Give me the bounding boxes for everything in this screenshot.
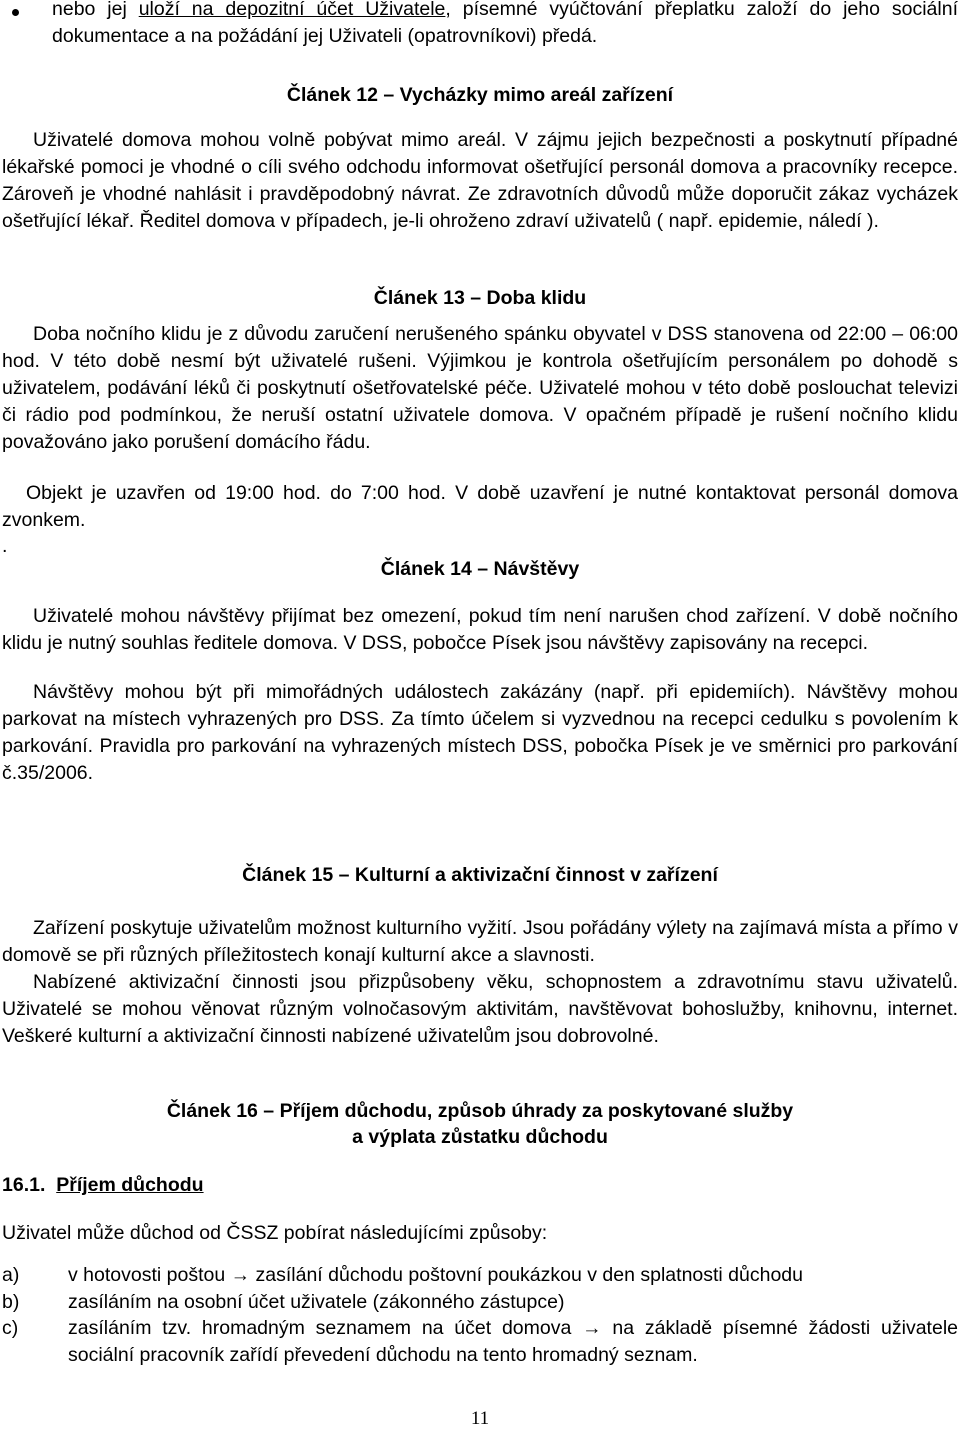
list-text-pre: v hotovosti poštou: [68, 1264, 231, 1286]
list-text-post: na základě písemné žádosti uživatele sociální pracovník zařídí převedení důchodu na tento hromadný seznam.: [68, 1317, 958, 1366]
section-16-1-intro: Uživatel může důchod od ČSSZ pobírat následujícími způsoby:: [2, 1222, 548, 1244]
list-label: a): [2, 1264, 20, 1286]
article-15-heading: Článek 15 – Kulturní a aktivizační činnost v zařízení: [242, 864, 718, 886]
list-text-pre: zasíláním tzv. hromadným seznamem na účet domova: [68, 1317, 583, 1339]
article-15-paragraph-2: Nabízené aktivizační činnosti jsou přizpůsobeny věku, schopnostem a zdravotnímu stavu uživatelů. Uživatelé se mohou věnovat různým volnočasovým aktivitám, navštěvovat bohoslužby, knihovnu, internet. Veškeré kulturní a aktivizační činnosti nabízené uživatelům jsou dobrovolné.: [2, 971, 958, 1047]
section-number: 16.1.: [2, 1174, 46, 1196]
article-14-heading: Článek 14 – Návštěvy: [380, 558, 580, 580]
section-16-1-heading: [2, 1172, 204, 1199]
page-number: 11: [470, 1408, 490, 1429]
bullet-text: [52, 0, 958, 50]
bullet-text-post: , písemné vyúčtování přeplatku založí do jeho sociální dokumentace a na požádání jej Uživateli (opatrovníkovi) předá.: [52, 0, 958, 47]
list-text-pre: zasíláním na osobní účet uživatele (zákonného zástupce): [68, 1291, 565, 1313]
stray-dot: .: [2, 535, 8, 557]
article-15-paragraph-1: Zařízení poskytuje uživatelům možnost kulturního vyžití. Jsou pořádány výlety na zajímavá místa a přímo v domově se při různých příležitostech konají kulturní akce a slavnosti.: [2, 917, 958, 966]
article-13-paragraph-1: Doba nočního klidu je z důvodu zaručení nerušeného spánku obyvatel v DSS stanovena od 22:00 – 06:00 hod. V této době nesmí být uživatelé rušeni. Výjimkou je kontrola ošetřujícím personálem po dohodě s uživatelem, podávání léků či poskytnutí ošetřovatelské péče. Uživatelé mohou v této době poslouchat televizi či rádio pod podmínkou, že neruší ostatní uživatele domova. V opačném případě je rušení nočního klidu považováno jako porušení domácího řádu.: [2, 323, 958, 453]
bullet-text-pre: nebo jej: [52, 0, 139, 20]
bullet-underlined-text: uloží na depozitní účet Uživatele: [138, 0, 446, 20]
article-12-paragraph: Uživatelé domova mohou volně pobývat mimo areál. V zájmu jejich bezpečnosti a poskytnutí případné lékařské pomoci je vhodné o cíli svého odchodu informovat ošetřující personál domova a pracovníky recepce. Zároveň je vhodné nahlásit i pravděpodobný návrat. Ze zdravotních důvodů může doporučit zákaz vycházek ošetřující lékař. Ředitel domova v případech, je-li ohroženo zdraví uživatelů ( např. epidemie, náledí ).: [2, 129, 958, 232]
list-label: c): [2, 1317, 19, 1339]
list-text: [68, 1315, 958, 1369]
list-label: b): [2, 1291, 20, 1313]
article-14-paragraph-1: Uživatelé mohou návštěvy přijímat bez omezení, pokud tím není narušen chod zařízení. V době nočního klidu je nutný souhlas ředitele domova. V DSS, pobočce Písek jsou návštěvy zapisovány na recepci.: [2, 605, 958, 654]
list-text-post: zasílání důchodu poštovní poukázkou v den splatnosti důchodu: [250, 1264, 803, 1286]
article-16-heading-line-1: Článek 16 – Příjem důchodu, způsob úhrady za poskytované služby: [166, 1100, 794, 1122]
article-16-heading-line-2: a výplata zůstatku důchodu: [352, 1126, 608, 1148]
list-text: [68, 1262, 958, 1289]
right-arrow-icon: →: [230, 1264, 251, 1286]
article-13-heading: Článek 13 – Doba klidu: [373, 287, 587, 309]
list-text: [68, 1289, 958, 1316]
article-12-heading: Článek 12 – Vycházky mimo areál zařízení: [286, 84, 674, 106]
article-14-paragraph-2: Návštěvy mohou být při mimořádných událostech zakázány (např. při epidemiích). Návštěvy mohou parkovat na místech vyhrazených pro DSS. Za tímto účelem si vyzvednou na recepci cedulku s povolením k parkování. Pravidla pro parkování na vyhrazených místech DSS, pobočka Písek je ve směrnici pro parkování č.35/2006.: [2, 681, 958, 784]
right-arrow-icon: →: [582, 1317, 602, 1339]
bullet-icon: [12, 9, 19, 16]
section-title: Příjem důchodu: [56, 1174, 204, 1196]
article-13-paragraph-2: Objekt je uzavřen od 19:00 hod. do 7:00 hod. V době uzavření je nutné kontaktovat personál domova zvonkem.: [2, 482, 958, 531]
